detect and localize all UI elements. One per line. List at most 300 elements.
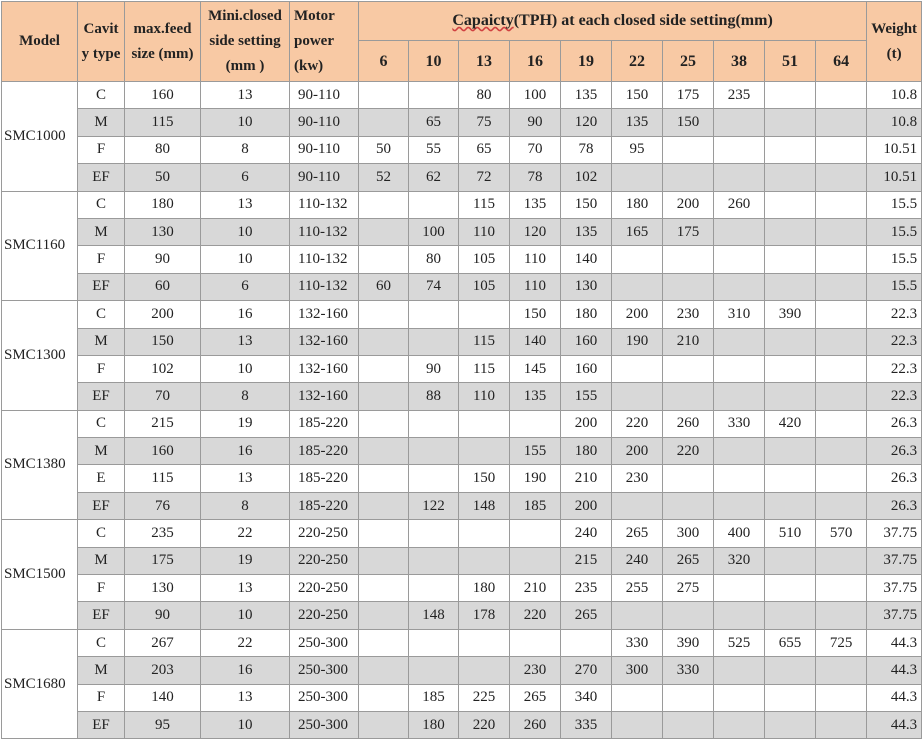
- capacity-cell-22: [612, 246, 663, 273]
- table-row: [2, 136, 922, 163]
- weight-cell: 37.75: [867, 547, 922, 574]
- header-setting-16: 16: [510, 41, 561, 82]
- capacity-cell-38: 525: [714, 629, 765, 656]
- capacity-cell-13: 115: [459, 191, 510, 218]
- capacity-cell-19: 210: [561, 465, 612, 492]
- min-closed-side-cell: 10: [201, 602, 290, 629]
- cavity-type-cell: F: [78, 136, 125, 163]
- capacity-cell-10: 122: [409, 492, 459, 519]
- motor-power-cell: 250-300: [290, 657, 359, 684]
- motor-power-cell: 110-132: [290, 246, 359, 273]
- capacity-cell-13: 115: [459, 328, 510, 355]
- min-closed-side-cell: 13: [201, 684, 290, 711]
- weight-cell: 22.3: [867, 355, 922, 382]
- min-closed-side-cell: 13: [201, 82, 290, 109]
- capacity-cell-51: 390: [765, 301, 816, 328]
- capacity-cell-22: [612, 711, 663, 738]
- cavity-type-cell: C: [78, 82, 125, 109]
- cavity-type-cell: C: [78, 629, 125, 656]
- min-closed-side-cell: 6: [201, 164, 290, 191]
- capacity-cell-38: [714, 328, 765, 355]
- weight-cell: 10.51: [867, 136, 922, 163]
- weight-cell: 26.3: [867, 465, 922, 492]
- capacity-cell-19: 180: [561, 301, 612, 328]
- min-closed-side-cell: 8: [201, 383, 290, 410]
- capacity-cell-6: [359, 520, 409, 547]
- table-body: [2, 82, 922, 739]
- header-setting-22: 22: [612, 41, 663, 82]
- capacity-cell-38: 320: [714, 547, 765, 574]
- max-feed-cell: 95: [125, 711, 201, 738]
- max-feed-cell: 200: [125, 301, 201, 328]
- capacity-cell-10: [409, 82, 459, 109]
- table-row: [2, 575, 922, 602]
- weight-cell: 15.5: [867, 246, 922, 273]
- max-feed-cell: 235: [125, 520, 201, 547]
- capacity-cell-6: [359, 246, 409, 273]
- motor-power-cell: 132-160: [290, 383, 359, 410]
- capacity-cell-51: [765, 547, 816, 574]
- capacity-cell-38: [714, 136, 765, 163]
- capacity-cell-16: 185: [510, 492, 561, 519]
- table-row: [2, 410, 922, 437]
- capacity-cell-51: [765, 136, 816, 163]
- capacity-cell-6: [359, 657, 409, 684]
- capacity-cell-22: [612, 492, 663, 519]
- capacity-cell-10: [409, 575, 459, 602]
- capacity-cell-64: [816, 465, 867, 492]
- capacity-cell-22: [612, 684, 663, 711]
- capacity-cell-22: [612, 383, 663, 410]
- capacity-cell-16: [510, 629, 561, 656]
- capacity-cell-16: 135: [510, 191, 561, 218]
- capacity-cell-64: [816, 711, 867, 738]
- min-closed-side-cell: 16: [201, 657, 290, 684]
- capacity-cell-6: [359, 602, 409, 629]
- capacity-cell-19: 270: [561, 657, 612, 684]
- capacity-cell-13: [459, 301, 510, 328]
- capacity-cell-19: 200: [561, 492, 612, 519]
- capacity-cell-19: 150: [561, 191, 612, 218]
- capacity-cell-38: 310: [714, 301, 765, 328]
- capacity-cell-25: [663, 684, 714, 711]
- capacity-cell-16: 150: [510, 301, 561, 328]
- cone-crusher-spec-table: [1, 1, 922, 739]
- weight-cell: 44.3: [867, 711, 922, 738]
- capacity-cell-19: 215: [561, 547, 612, 574]
- header-setting-51: 51: [765, 41, 816, 82]
- header-setting-6: 6: [359, 41, 409, 82]
- capacity-cell-10: 74: [409, 273, 459, 300]
- capacity-cell-25: 260: [663, 410, 714, 437]
- capacity-cell-6: [359, 438, 409, 465]
- capacity-cell-13: 110: [459, 218, 510, 245]
- capacity-cell-51: [765, 328, 816, 355]
- capacity-cell-19: 180: [561, 438, 612, 465]
- max-feed-cell: 180: [125, 191, 201, 218]
- header-cavity-type: Cavit y type: [78, 2, 125, 82]
- cavity-type-cell: M: [78, 657, 125, 684]
- weight-cell: 22.3: [867, 383, 922, 410]
- cavity-type-cell: EF: [78, 602, 125, 629]
- capacity-cell-19: 335: [561, 711, 612, 738]
- header-setting-64: 64: [816, 41, 867, 82]
- min-closed-side-cell: 10: [201, 218, 290, 245]
- capacity-cell-22: 265: [612, 520, 663, 547]
- motor-power-cell: 185-220: [290, 465, 359, 492]
- capacity-cell-22: 150: [612, 82, 663, 109]
- capacity-cell-13: 75: [459, 109, 510, 136]
- capacity-cell-38: [714, 492, 765, 519]
- cavity-type-cell: M: [78, 328, 125, 355]
- capacity-cell-25: 200: [663, 191, 714, 218]
- capacity-cell-22: 135: [612, 109, 663, 136]
- capacity-cell-22: 200: [612, 438, 663, 465]
- capacity-cell-10: [409, 191, 459, 218]
- table-row: [2, 711, 922, 738]
- weight-cell: 26.3: [867, 410, 922, 437]
- max-feed-cell: 115: [125, 465, 201, 492]
- capacity-cell-6: [359, 328, 409, 355]
- capacity-cell-13: 80: [459, 82, 510, 109]
- capacity-cell-51: [765, 492, 816, 519]
- table-row: [2, 273, 922, 300]
- weight-cell: 44.3: [867, 684, 922, 711]
- capacity-cell-10: [409, 301, 459, 328]
- capacity-cell-25: [663, 492, 714, 519]
- motor-power-cell: 110-132: [290, 273, 359, 300]
- motor-power-cell: 250-300: [290, 711, 359, 738]
- capacity-cell-19: 102: [561, 164, 612, 191]
- capacity-cell-16: 100: [510, 82, 561, 109]
- capacity-cell-22: 230: [612, 465, 663, 492]
- capacity-cell-10: 55: [409, 136, 459, 163]
- cavity-type-cell: F: [78, 684, 125, 711]
- max-feed-cell: 130: [125, 218, 201, 245]
- weight-cell: 10.8: [867, 109, 922, 136]
- capacity-cell-13: [459, 629, 510, 656]
- max-feed-cell: 70: [125, 383, 201, 410]
- capacity-cell-25: [663, 273, 714, 300]
- capacity-cell-51: [765, 191, 816, 218]
- model-name-cell: SMC1300: [2, 301, 78, 411]
- capacity-cell-10: [409, 520, 459, 547]
- capacity-cell-38: [714, 575, 765, 602]
- max-feed-cell: 115: [125, 109, 201, 136]
- table-row: [2, 355, 922, 382]
- weight-cell: 44.3: [867, 657, 922, 684]
- capacity-cell-38: [714, 684, 765, 711]
- capacity-cell-16: 70: [510, 136, 561, 163]
- capacity-cell-51: [765, 246, 816, 273]
- capacity-cell-16: 220: [510, 602, 561, 629]
- capacity-cell-51: [765, 218, 816, 245]
- motor-power-cell: 90-110: [290, 109, 359, 136]
- capacity-cell-38: 235: [714, 82, 765, 109]
- model-name-cell: SMC1160: [2, 191, 78, 301]
- capacity-cell-22: 255: [612, 575, 663, 602]
- capacity-cell-6: [359, 191, 409, 218]
- cavity-type-cell: M: [78, 438, 125, 465]
- capacity-cell-51: 510: [765, 520, 816, 547]
- capacity-cell-13: 225: [459, 684, 510, 711]
- capacity-cell-19: 140: [561, 246, 612, 273]
- capacity-cell-64: [816, 246, 867, 273]
- weight-cell: 37.75: [867, 520, 922, 547]
- cavity-type-cell: C: [78, 520, 125, 547]
- motor-power-cell: 90-110: [290, 136, 359, 163]
- capacity-cell-25: [663, 246, 714, 273]
- capacity-cell-16: 155: [510, 438, 561, 465]
- min-closed-side-cell: 22: [201, 629, 290, 656]
- capacity-cell-22: 95: [612, 136, 663, 163]
- capacity-cell-16: [510, 547, 561, 574]
- capacity-cell-10: 62: [409, 164, 459, 191]
- table-row: [2, 492, 922, 519]
- capacity-cell-13: 178: [459, 602, 510, 629]
- min-closed-side-cell: 16: [201, 438, 290, 465]
- cavity-type-cell: C: [78, 301, 125, 328]
- capacity-cell-6: [359, 383, 409, 410]
- capacity-cell-25: [663, 602, 714, 629]
- capacity-cell-51: [765, 711, 816, 738]
- weight-cell: 37.75: [867, 575, 922, 602]
- capacity-cell-51: [765, 82, 816, 109]
- capacity-cell-64: [816, 109, 867, 136]
- capacity-cell-51: 420: [765, 410, 816, 437]
- max-feed-cell: 160: [125, 438, 201, 465]
- capacity-cell-6: [359, 492, 409, 519]
- capacity-cell-16: [510, 520, 561, 547]
- motor-power-cell: 185-220: [290, 410, 359, 437]
- capacity-cell-19: 78: [561, 136, 612, 163]
- capacity-cell-10: 65: [409, 109, 459, 136]
- capacity-cell-51: [765, 438, 816, 465]
- capacity-cell-6: [359, 684, 409, 711]
- capacity-cell-38: [714, 109, 765, 136]
- max-feed-cell: 102: [125, 355, 201, 382]
- capacity-cell-6: [359, 109, 409, 136]
- motor-power-cell: 220-250: [290, 547, 359, 574]
- min-closed-side-cell: 13: [201, 328, 290, 355]
- motor-power-cell: 132-160: [290, 328, 359, 355]
- motor-power-cell: 90-110: [290, 164, 359, 191]
- capacity-cell-25: 150: [663, 109, 714, 136]
- capacity-cell-51: [765, 575, 816, 602]
- header-setting-38: 38: [714, 41, 765, 82]
- capacity-cell-38: 400: [714, 520, 765, 547]
- capacity-cell-38: [714, 246, 765, 273]
- capacity-cell-64: [816, 273, 867, 300]
- weight-cell: 26.3: [867, 492, 922, 519]
- capacity-cell-64: [816, 191, 867, 218]
- table-row: [2, 109, 922, 136]
- motor-power-cell: 110-132: [290, 218, 359, 245]
- capacity-cell-16: 135: [510, 383, 561, 410]
- capacity-cell-38: [714, 164, 765, 191]
- capacity-cell-25: 330: [663, 657, 714, 684]
- header-setting-13: 13: [459, 41, 510, 82]
- model-name-cell: SMC1500: [2, 520, 78, 630]
- capacity-cell-6: [359, 711, 409, 738]
- max-feed-cell: 50: [125, 164, 201, 191]
- header-min-closed-side-setting: Mini.closed side setting (mm ): [201, 2, 290, 82]
- capacity-cell-51: [765, 383, 816, 410]
- capacity-cell-22: 300: [612, 657, 663, 684]
- min-closed-side-cell: 10: [201, 109, 290, 136]
- capacity-cell-13: [459, 547, 510, 574]
- capacity-cell-10: [409, 657, 459, 684]
- capacity-cell-64: 570: [816, 520, 867, 547]
- capacity-cell-25: 220: [663, 438, 714, 465]
- motor-power-cell: 185-220: [290, 438, 359, 465]
- capacity-cell-19: [561, 629, 612, 656]
- min-closed-side-cell: 10: [201, 711, 290, 738]
- motor-power-cell: 185-220: [290, 492, 359, 519]
- capacity-cell-64: [816, 328, 867, 355]
- table-row: [2, 465, 922, 492]
- capacity-cell-38: [714, 657, 765, 684]
- table-row: [2, 520, 922, 547]
- capacity-cell-22: 180: [612, 191, 663, 218]
- capacity-cell-25: [663, 383, 714, 410]
- capacity-cell-6: [359, 547, 409, 574]
- capacity-cell-19: 130: [561, 273, 612, 300]
- table-row: [2, 383, 922, 410]
- capacity-cell-38: [714, 383, 765, 410]
- capacity-cell-16: [510, 410, 561, 437]
- capacity-cell-19: 160: [561, 355, 612, 382]
- capacity-cell-10: 180: [409, 711, 459, 738]
- capacity-cell-10: 88: [409, 383, 459, 410]
- capacity-cell-19: 200: [561, 410, 612, 437]
- motor-power-cell: 220-250: [290, 575, 359, 602]
- capacity-cell-19: 135: [561, 82, 612, 109]
- weight-cell: 10.51: [867, 164, 922, 191]
- max-feed-cell: 80: [125, 136, 201, 163]
- cavity-type-cell: C: [78, 410, 125, 437]
- capacity-cell-6: [359, 410, 409, 437]
- capacity-cell-13: [459, 520, 510, 547]
- min-closed-side-cell: 6: [201, 273, 290, 300]
- capacity-cell-16: 110: [510, 273, 561, 300]
- max-feed-cell: 160: [125, 82, 201, 109]
- cavity-type-cell: EF: [78, 383, 125, 410]
- capacity-cell-13: 105: [459, 273, 510, 300]
- capacity-cell-22: 190: [612, 328, 663, 355]
- capacity-cell-13: 148: [459, 492, 510, 519]
- capacity-cell-19: 265: [561, 602, 612, 629]
- capacity-cell-19: 340: [561, 684, 612, 711]
- cavity-type-cell: C: [78, 191, 125, 218]
- capacity-cell-16: 78: [510, 164, 561, 191]
- capacity-cell-25: 265: [663, 547, 714, 574]
- table-row: [2, 246, 922, 273]
- table-row: [2, 191, 922, 218]
- cavity-type-cell: E: [78, 465, 125, 492]
- capacity-cell-25: 300: [663, 520, 714, 547]
- capacity-cell-19: 160: [561, 328, 612, 355]
- cavity-type-cell: F: [78, 246, 125, 273]
- weight-cell: 15.5: [867, 273, 922, 300]
- min-closed-side-cell: 10: [201, 246, 290, 273]
- capacity-cell-10: 148: [409, 602, 459, 629]
- capacity-word: Capaicty: [452, 12, 514, 29]
- weight-cell: 37.75: [867, 602, 922, 629]
- capacity-cell-22: 220: [612, 410, 663, 437]
- table-row: [2, 438, 922, 465]
- header-model: Model: [2, 2, 78, 82]
- capacity-cell-64: [816, 547, 867, 574]
- motor-power-cell: 220-250: [290, 520, 359, 547]
- weight-cell: 10.8: [867, 82, 922, 109]
- motor-power-cell: 220-250: [290, 602, 359, 629]
- capacity-cell-22: 330: [612, 629, 663, 656]
- capacity-cell-10: 90: [409, 355, 459, 382]
- max-feed-cell: 150: [125, 328, 201, 355]
- capacity-cell-19: 120: [561, 109, 612, 136]
- motor-power-cell: 90-110: [290, 82, 359, 109]
- cavity-type-cell: EF: [78, 492, 125, 519]
- cavity-type-cell: EF: [78, 273, 125, 300]
- capacity-cell-6: [359, 218, 409, 245]
- capacity-cell-6: [359, 355, 409, 382]
- capacity-cell-25: [663, 164, 714, 191]
- capacity-cell-64: 725: [816, 629, 867, 656]
- capacity-cell-51: [765, 602, 816, 629]
- model-name-cell: SMC1680: [2, 629, 78, 739]
- capacity-cell-22: 240: [612, 547, 663, 574]
- capacity-cell-10: [409, 547, 459, 574]
- capacity-cell-51: [765, 164, 816, 191]
- capacity-cell-22: [612, 602, 663, 629]
- capacity-cell-10: 100: [409, 218, 459, 245]
- capacity-cell-13: 220: [459, 711, 510, 738]
- capacity-cell-38: [714, 602, 765, 629]
- capacity-cell-64: [816, 355, 867, 382]
- capacity-cell-16: 140: [510, 328, 561, 355]
- capacity-cell-22: [612, 273, 663, 300]
- capacity-cell-10: [409, 629, 459, 656]
- capacity-cell-25: [663, 711, 714, 738]
- capacity-cell-38: [714, 438, 765, 465]
- capacity-cell-16: 120: [510, 218, 561, 245]
- capacity-cell-13: [459, 438, 510, 465]
- cavity-type-cell: M: [78, 218, 125, 245]
- capacity-cell-13: 115: [459, 355, 510, 382]
- capacity-cell-38: [714, 465, 765, 492]
- table-header: [2, 2, 922, 82]
- motor-power-cell: 110-132: [290, 191, 359, 218]
- max-feed-cell: 140: [125, 684, 201, 711]
- cavity-type-cell: F: [78, 575, 125, 602]
- header-capacity: [359, 2, 867, 41]
- capacity-cell-25: 390: [663, 629, 714, 656]
- header-setting-10: 10: [409, 41, 459, 82]
- weight-cell: 44.3: [867, 629, 922, 656]
- table-row: [2, 629, 922, 656]
- capacity-cell-25: 210: [663, 328, 714, 355]
- table-row: [2, 164, 922, 191]
- max-feed-cell: 215: [125, 410, 201, 437]
- capacity-cell-64: [816, 383, 867, 410]
- capacity-cell-64: [816, 136, 867, 163]
- min-closed-side-cell: 13: [201, 575, 290, 602]
- capacity-cell-25: 230: [663, 301, 714, 328]
- capacity-cell-16: 210: [510, 575, 561, 602]
- min-closed-side-cell: 13: [201, 191, 290, 218]
- max-feed-cell: 130: [125, 575, 201, 602]
